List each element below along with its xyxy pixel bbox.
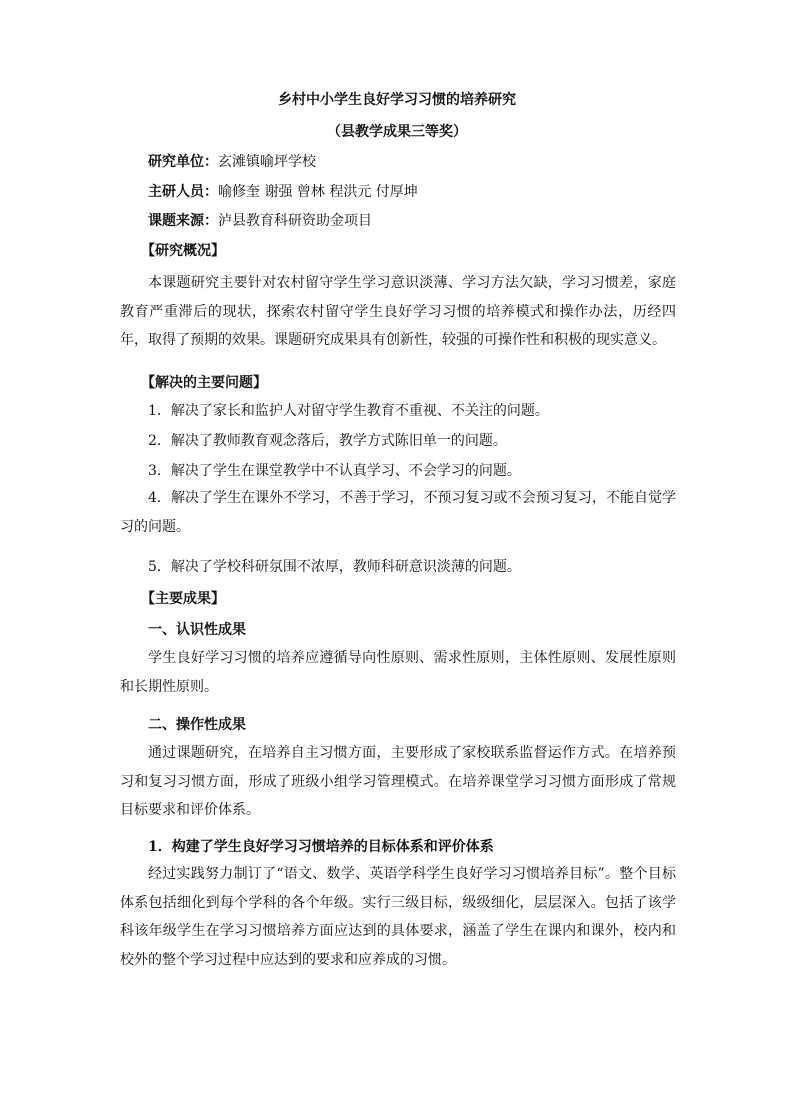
project-source (148, 212, 372, 230)
research-unit-label: 研究单位： (148, 154, 218, 170)
researchers-label: 主研人员： (148, 184, 218, 200)
overview-heading: 【研究概况】 (141, 243, 225, 259)
research-unit (148, 153, 316, 171)
problem-item-4: 4．解决了学生在课外不学习，不善于学习，不预习复习或不会预习复习，不能自觉学习的问题。 (120, 490, 676, 535)
cognitive-results-heading: 一、认识性成果 (148, 622, 246, 638)
operational-results-heading: 二、操作性成果 (148, 717, 246, 733)
project-source-label: 课题来源： (148, 213, 218, 229)
subsection-1-heading: 1．构建了学生良好学习习惯培养的目标体系和评价体系 (148, 839, 494, 855)
problem-item-3: 3．解决了学生在课堂教学中不认真学习、不会学习的问题。 (148, 463, 521, 479)
researchers-value: 喻修奎 谢强 曾林 程洪元 付厚坤 (218, 184, 418, 200)
problems-heading: 【解决的主要问题】 (141, 375, 267, 391)
cognitive-results-paragraph: 学生良好学习习惯的培养应遵循导向性原则、需求性原则，主体性原则、发展性原则和长期性原则。 (120, 650, 676, 695)
document-title: 乡村中小学生良好学习习惯的培养研究 (278, 92, 516, 108)
overview-paragraph: 本课题研究主要针对农村留守学生学习意识淡薄、学习方法欠缺，学习习惯差，家庭教育严重滞后的现状，探索农村留守学生良好学习习惯的培养模式和操作办法，历经四年，取得了预期的效果。课题研究成果具有创新性，较强的可操作性和积极的现实意义。 (120, 275, 676, 348)
operational-results-paragraph: 通过课题研究，在培养自主习惯方面，主要形成了家校联系监督运作方式。在培养预习和复习习惯方面，形成了班级小组学习管理模式。在培养课堂学习习惯方面形成了常规目标要求和评价体系。 (120, 745, 676, 818)
problem-item-5: 5．解决了学校科研氛围不浓厚，教师科研意识淡薄的问题。 (148, 559, 521, 575)
researchers (148, 183, 418, 201)
project-source-value: 泸县教育科研资助金项目 (218, 213, 372, 229)
subsection-1-paragraph: 经过实践努力制订了“语文、数学、英语学科学生良好学习习惯培养目标”。整个目标体系包括细化到每个学科的各个年级。实行三级目标，级级细化，层层深入。包括了该学科该年级学生在学习习惯培养方面应达到的具体要求，涵盖了学生在课内和课外，校内和校外的整个学习过程中应达到的要求和应养成的习惯。 (120, 866, 676, 968)
results-heading: 【主要成果】 (141, 591, 225, 607)
problem-item-1: 1．解决了家长和监护人对留守学生教育不重视、不关注的问题。 (148, 403, 549, 419)
document-subtitle: （县教学成果三等奖） (327, 124, 467, 140)
problem-item-2: 2．解决了教师教育观念落后，教学方式陈旧单一的问题。 (148, 433, 507, 449)
research-unit-value: 玄滩镇喻坪学校 (218, 154, 316, 170)
